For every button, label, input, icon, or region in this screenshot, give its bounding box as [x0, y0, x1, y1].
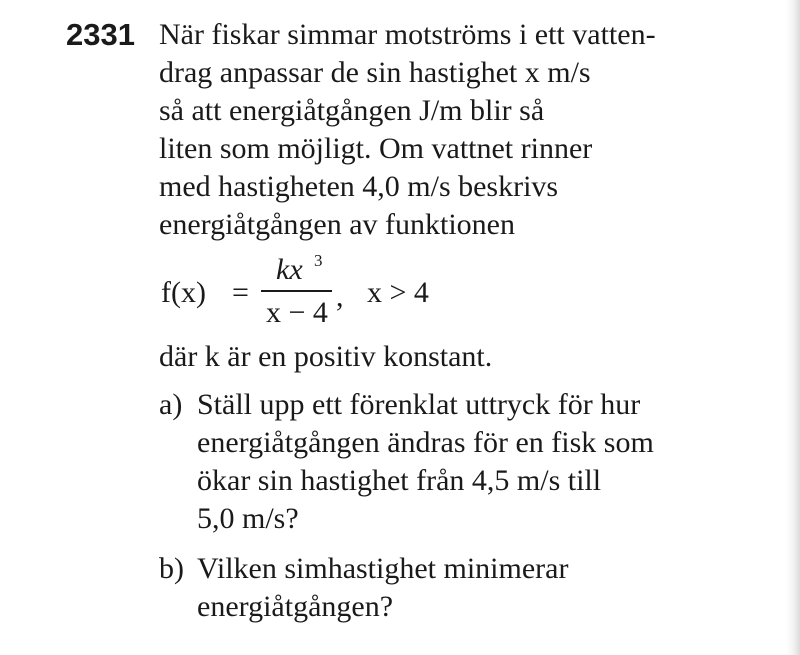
- fraction-bar: [261, 290, 332, 292]
- part-b-label: b): [159, 552, 184, 585]
- part-a-label: a): [159, 388, 183, 421]
- intro-line-4: liten som möjligt. Om vattnet rinner: [159, 132, 593, 165]
- part-b-line-2: energiåtgången?: [197, 590, 394, 623]
- part-b-line-1: Vilken simhastighet minimerar: [197, 552, 569, 585]
- part-a-line-1: Ställ upp ett förenklat uttryck för hur: [197, 388, 641, 421]
- intro-line-5: med hastigheten 4,0 m/s beskrivs: [159, 170, 559, 203]
- intro-line-2: drag anpassar de sin hastighet x m/s: [159, 56, 591, 89]
- intro-line-6: energiåtgången av funktionen: [159, 208, 515, 241]
- where-line: där k är en positiv konstant.: [159, 340, 493, 373]
- part-a-line-3: ökar sin hastighet från 4,5 m/s till: [197, 464, 602, 497]
- page-edge-shadow: [786, 0, 800, 655]
- formula-exponent: 3: [314, 251, 323, 270]
- formula-equals: =: [232, 276, 249, 309]
- part-a-line-4: 5,0 m/s?: [197, 502, 299, 535]
- intro-line-1: När fiskar simmar motströms i ett vatten-: [159, 18, 656, 51]
- formula-condition: x > 4: [367, 276, 429, 309]
- part-a-line-2: energiåtgången ändras för en fisk som: [197, 426, 654, 459]
- problem-number: 2331: [66, 17, 135, 52]
- formula-denominator: x − 4: [266, 296, 328, 329]
- intro-line-3: så att energiåtgången J/m blir så: [159, 94, 545, 127]
- formula-numerator: kx: [276, 253, 303, 286]
- formula-lhs: f(x): [161, 276, 206, 309]
- formula-comma: ,: [336, 280, 344, 313]
